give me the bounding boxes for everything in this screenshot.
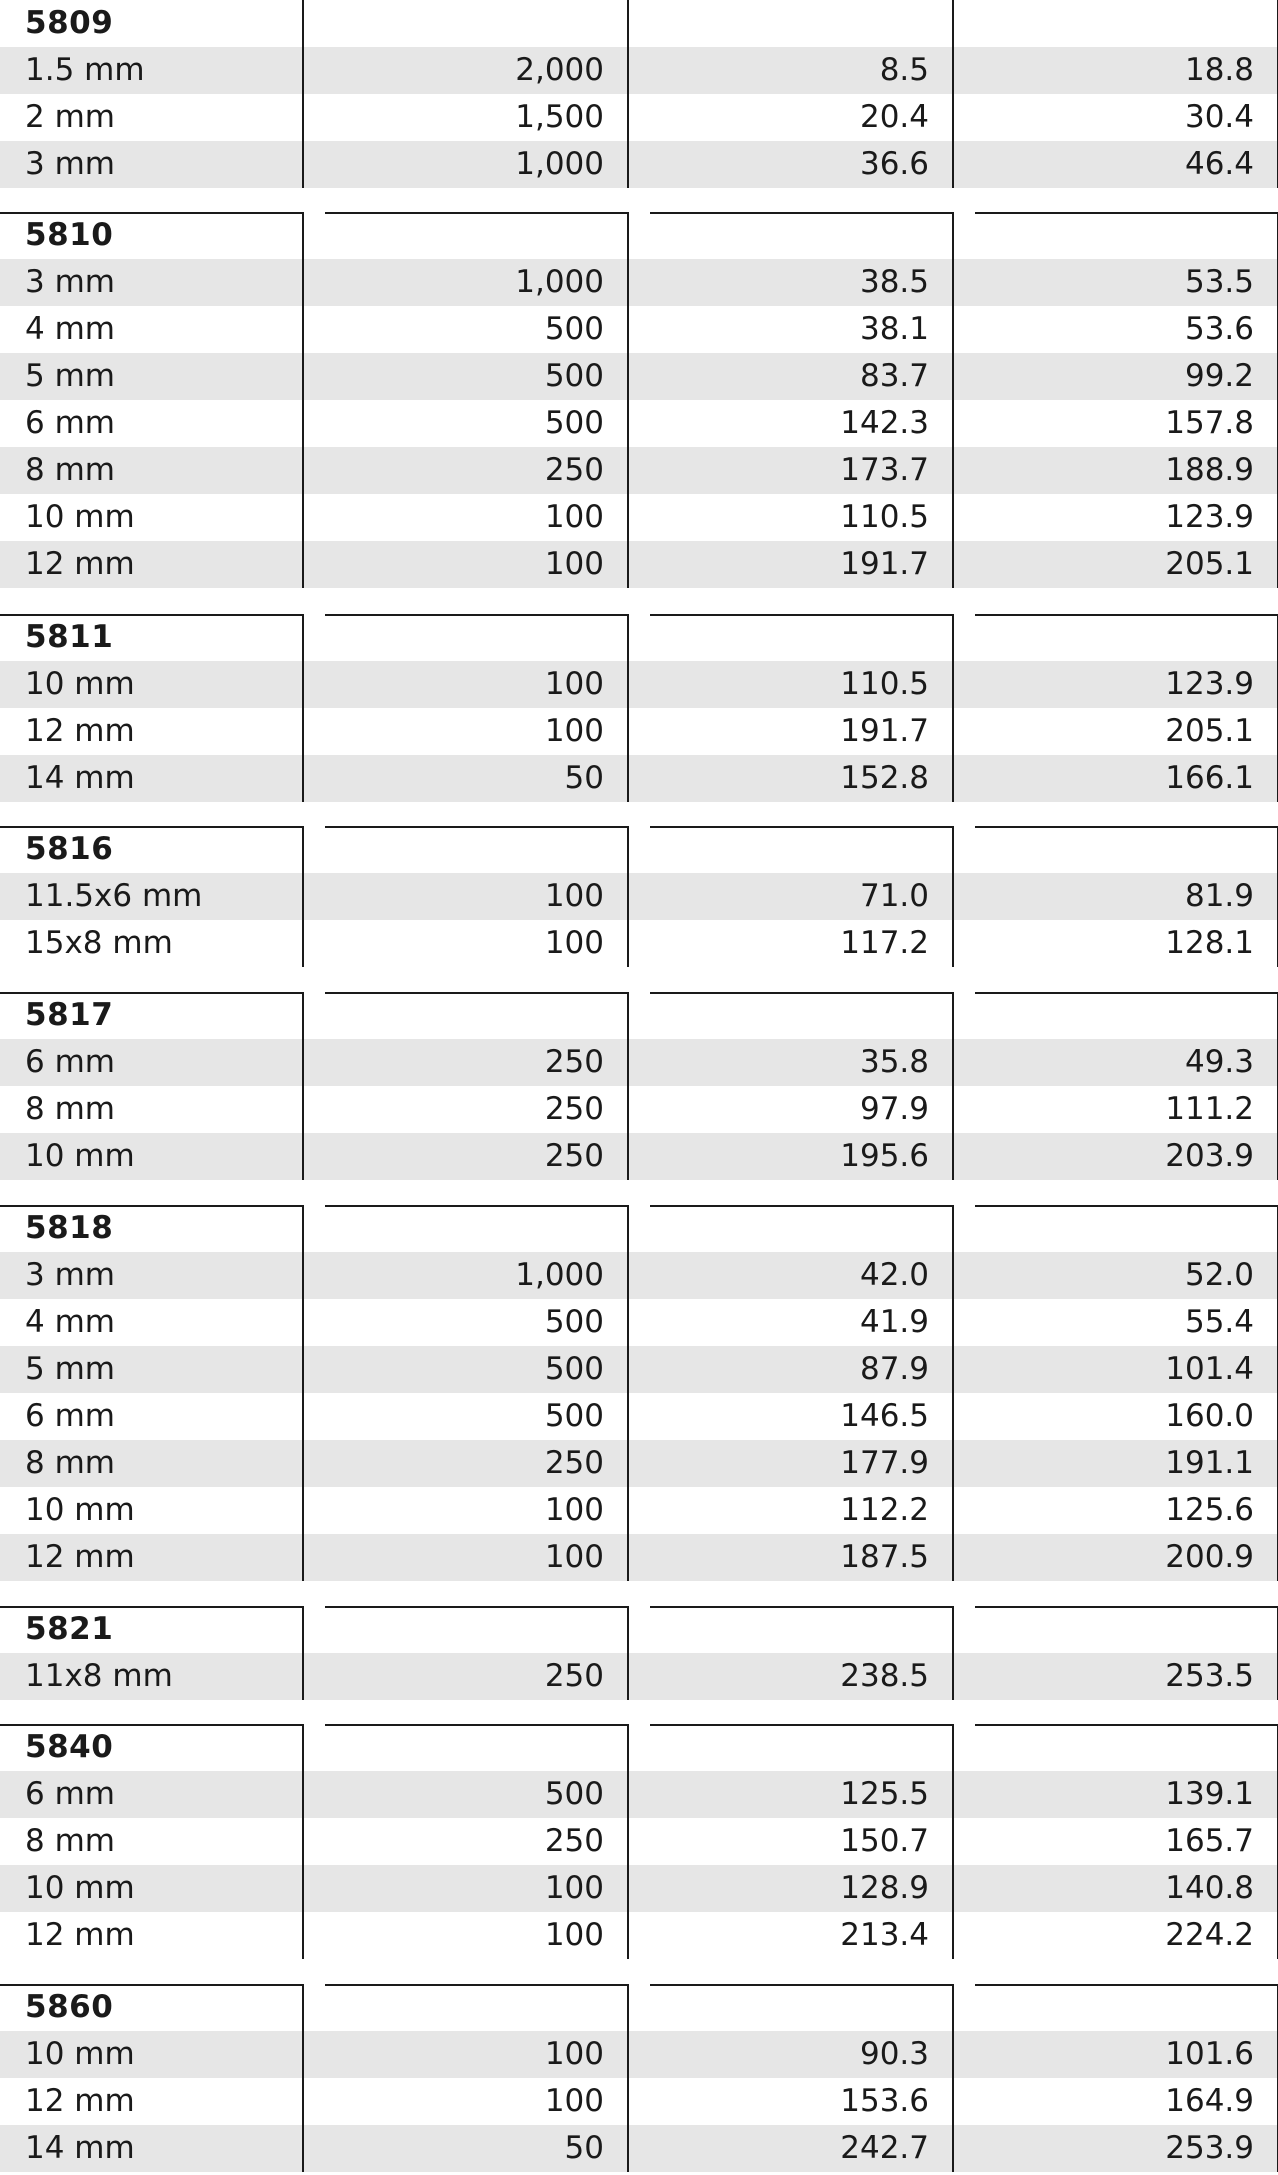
quantity-cell: 1,000 bbox=[515, 146, 604, 182]
value-cell: 35.8 bbox=[859, 1044, 929, 1080]
value-cell: 110.5 bbox=[840, 666, 929, 702]
column-rule bbox=[302, 614, 304, 802]
column-rule bbox=[302, 1606, 304, 1700]
table-row bbox=[0, 1393, 1278, 1440]
table-row bbox=[0, 353, 1278, 400]
size-cell: 6 mm bbox=[25, 405, 115, 441]
group-code: 5818 bbox=[25, 1210, 114, 1246]
group-top-rule bbox=[325, 1606, 629, 1608]
value-cell: 152.8 bbox=[840, 760, 929, 796]
value-cell: 191.7 bbox=[840, 546, 929, 582]
quantity-cell: 250 bbox=[544, 1138, 604, 1174]
table-row bbox=[0, 1912, 1278, 1959]
value-cell: 38.1 bbox=[859, 311, 929, 347]
value-cell: 173.7 bbox=[840, 452, 929, 488]
column-rule bbox=[302, 212, 304, 588]
table-row bbox=[0, 708, 1278, 755]
quantity-cell: 500 bbox=[544, 1776, 604, 1812]
group-top-rule bbox=[975, 826, 1278, 828]
total-cell: 18.8 bbox=[1184, 52, 1254, 88]
value-cell: 187.5 bbox=[840, 1539, 929, 1575]
value-cell: 87.9 bbox=[859, 1351, 929, 1387]
quantity-cell: 500 bbox=[544, 1398, 604, 1434]
quantity-cell: 100 bbox=[544, 925, 604, 961]
group-top-rule bbox=[0, 1606, 304, 1608]
group-top-rule bbox=[0, 826, 304, 828]
table-row bbox=[0, 494, 1278, 541]
group-top-rule bbox=[325, 992, 629, 994]
value-cell: 146.5 bbox=[840, 1398, 929, 1434]
size-cell: 11.5x6 mm bbox=[25, 878, 203, 914]
total-cell: 55.4 bbox=[1184, 1304, 1254, 1340]
total-cell: 30.4 bbox=[1184, 99, 1254, 135]
table-row bbox=[0, 2078, 1278, 2125]
column-rule bbox=[627, 1724, 629, 1959]
value-cell: 191.7 bbox=[840, 713, 929, 749]
group-code: 5840 bbox=[25, 1729, 114, 1765]
table-row bbox=[0, 1346, 1278, 1393]
size-cell: 12 mm bbox=[25, 1539, 135, 1575]
size-cell: 1.5 mm bbox=[25, 52, 145, 88]
group-top-rule bbox=[650, 1606, 954, 1608]
group-top-rule bbox=[975, 614, 1278, 616]
total-cell: 205.1 bbox=[1165, 713, 1254, 749]
table-row bbox=[0, 1653, 1278, 1700]
quantity-cell: 1,500 bbox=[515, 99, 604, 135]
size-cell: 4 mm bbox=[25, 1304, 115, 1340]
total-cell: 123.9 bbox=[1165, 666, 1254, 702]
value-cell: 112.2 bbox=[840, 1492, 929, 1528]
group-top-rule bbox=[0, 1724, 304, 1726]
value-cell: 128.9 bbox=[840, 1870, 929, 1906]
total-cell: 188.9 bbox=[1165, 452, 1254, 488]
value-cell: 238.5 bbox=[840, 1658, 929, 1694]
table-row bbox=[0, 2125, 1278, 2172]
group-top-rule bbox=[975, 1606, 1278, 1608]
column-rule bbox=[627, 614, 629, 802]
group-top-rule bbox=[650, 992, 954, 994]
size-cell: 11x8 mm bbox=[25, 1658, 173, 1694]
column-rule bbox=[302, 1984, 304, 2172]
size-cell: 8 mm bbox=[25, 452, 115, 488]
group-top-rule bbox=[975, 212, 1278, 214]
total-cell: 52.0 bbox=[1184, 1257, 1254, 1293]
size-cell: 3 mm bbox=[25, 1257, 115, 1293]
total-cell: 46.4 bbox=[1184, 146, 1254, 182]
quantity-cell: 100 bbox=[544, 1492, 604, 1528]
table-row bbox=[0, 1039, 1278, 1086]
group-top-rule bbox=[325, 614, 629, 616]
table-row bbox=[0, 1487, 1278, 1534]
total-cell: 205.1 bbox=[1165, 546, 1254, 582]
product-group bbox=[0, 212, 1278, 588]
quantity-cell: 500 bbox=[544, 358, 604, 394]
group-top-rule bbox=[975, 1205, 1278, 1207]
total-cell: 123.9 bbox=[1165, 499, 1254, 535]
total-cell: 139.1 bbox=[1165, 1776, 1254, 1812]
total-cell: 224.2 bbox=[1165, 1917, 1254, 1953]
group-code: 5821 bbox=[25, 1611, 114, 1647]
size-cell: 10 mm bbox=[25, 1492, 135, 1528]
group-top-rule bbox=[650, 1984, 954, 1986]
group-top-rule bbox=[325, 1984, 629, 1986]
size-cell: 10 mm bbox=[25, 666, 135, 702]
column-rule bbox=[302, 992, 304, 1180]
value-cell: 242.7 bbox=[840, 2130, 929, 2166]
size-cell: 6 mm bbox=[25, 1044, 115, 1080]
total-cell: 191.1 bbox=[1165, 1445, 1254, 1481]
value-cell: 38.5 bbox=[859, 264, 929, 300]
group-top-rule bbox=[0, 212, 304, 214]
table-row bbox=[0, 1534, 1278, 1581]
value-cell: 20.4 bbox=[859, 99, 929, 135]
quantity-cell: 100 bbox=[544, 1917, 604, 1953]
value-cell: 83.7 bbox=[859, 358, 929, 394]
table-row bbox=[0, 141, 1278, 188]
size-cell: 8 mm bbox=[25, 1823, 115, 1859]
group-top-rule bbox=[325, 826, 629, 828]
table-row bbox=[0, 920, 1278, 967]
quantity-cell: 500 bbox=[544, 1304, 604, 1340]
quantity-cell: 1,000 bbox=[515, 1257, 604, 1293]
total-cell: 165.7 bbox=[1165, 1823, 1254, 1859]
column-rule bbox=[302, 1205, 304, 1581]
group-top-rule bbox=[325, 1205, 629, 1207]
quantity-cell: 100 bbox=[544, 546, 604, 582]
total-cell: 203.9 bbox=[1165, 1138, 1254, 1174]
column-rule bbox=[952, 0, 954, 188]
product-group bbox=[0, 1724, 1278, 1959]
column-rule bbox=[627, 826, 629, 967]
value-cell: 71.0 bbox=[859, 878, 929, 914]
quantity-cell: 100 bbox=[544, 2083, 604, 2119]
group-code: 5810 bbox=[25, 217, 114, 253]
product-group bbox=[0, 1606, 1278, 1700]
size-cell: 14 mm bbox=[25, 2130, 135, 2166]
column-rule bbox=[952, 826, 954, 967]
quantity-cell: 100 bbox=[544, 666, 604, 702]
quantity-cell: 500 bbox=[544, 1351, 604, 1387]
size-cell: 3 mm bbox=[25, 146, 115, 182]
quantity-cell: 100 bbox=[544, 878, 604, 914]
table-row bbox=[0, 541, 1278, 588]
size-cell: 3 mm bbox=[25, 264, 115, 300]
group-code: 5816 bbox=[25, 831, 114, 867]
size-cell: 6 mm bbox=[25, 1398, 115, 1434]
size-cell: 12 mm bbox=[25, 2083, 135, 2119]
column-rule bbox=[952, 1205, 954, 1581]
size-cell: 10 mm bbox=[25, 2036, 135, 2072]
column-rule bbox=[952, 1984, 954, 2172]
column-rule bbox=[302, 1724, 304, 1959]
quantity-cell: 100 bbox=[544, 1539, 604, 1575]
column-rule bbox=[952, 614, 954, 802]
size-cell: 8 mm bbox=[25, 1091, 115, 1127]
table-row bbox=[0, 1771, 1278, 1818]
group-code: 5809 bbox=[25, 5, 114, 41]
group-top-rule bbox=[975, 992, 1278, 994]
column-rule bbox=[627, 1606, 629, 1700]
size-cell: 12 mm bbox=[25, 546, 135, 582]
quantity-cell: 100 bbox=[544, 713, 604, 749]
value-cell: 125.5 bbox=[840, 1776, 929, 1812]
group-top-rule bbox=[650, 1724, 954, 1726]
quantity-cell: 100 bbox=[544, 2036, 604, 2072]
column-rule bbox=[952, 1724, 954, 1959]
table-row bbox=[0, 400, 1278, 447]
product-group bbox=[0, 1984, 1278, 2172]
group-top-rule bbox=[0, 992, 304, 994]
quantity-cell: 250 bbox=[544, 1091, 604, 1127]
value-cell: 8.5 bbox=[879, 52, 929, 88]
column-rule bbox=[952, 212, 954, 588]
size-cell: 2 mm bbox=[25, 99, 115, 135]
value-cell: 41.9 bbox=[859, 1304, 929, 1340]
table-row bbox=[0, 661, 1278, 708]
total-cell: 81.9 bbox=[1184, 878, 1254, 914]
value-cell: 110.5 bbox=[840, 499, 929, 535]
quantity-cell: 100 bbox=[544, 499, 604, 535]
table-row bbox=[0, 47, 1278, 94]
size-cell: 10 mm bbox=[25, 1870, 135, 1906]
total-cell: 49.3 bbox=[1184, 1044, 1254, 1080]
table-row bbox=[0, 1299, 1278, 1346]
value-cell: 42.0 bbox=[859, 1257, 929, 1293]
column-rule bbox=[627, 212, 629, 588]
quantity-cell: 250 bbox=[544, 1658, 604, 1694]
product-group bbox=[0, 0, 1278, 188]
quantity-cell: 50 bbox=[564, 760, 604, 796]
quantity-cell: 250 bbox=[544, 1044, 604, 1080]
size-cell: 4 mm bbox=[25, 311, 115, 347]
size-cell: 10 mm bbox=[25, 1138, 135, 1174]
value-cell: 90.3 bbox=[859, 2036, 929, 2072]
size-cell: 6 mm bbox=[25, 1776, 115, 1812]
total-cell: 53.6 bbox=[1184, 311, 1254, 347]
table-row bbox=[0, 259, 1278, 306]
table-row bbox=[0, 447, 1278, 494]
total-cell: 166.1 bbox=[1165, 760, 1254, 796]
product-group bbox=[0, 1205, 1278, 1581]
column-rule bbox=[302, 826, 304, 967]
group-top-rule bbox=[975, 1984, 1278, 1986]
group-top-rule bbox=[650, 614, 954, 616]
table-row bbox=[0, 1086, 1278, 1133]
column-rule bbox=[627, 1205, 629, 1581]
group-top-rule bbox=[0, 1205, 304, 1207]
value-cell: 177.9 bbox=[840, 1445, 929, 1481]
table-row bbox=[0, 94, 1278, 141]
total-cell: 253.5 bbox=[1165, 1658, 1254, 1694]
total-cell: 200.9 bbox=[1165, 1539, 1254, 1575]
size-cell: 8 mm bbox=[25, 1445, 115, 1481]
value-cell: 153.6 bbox=[840, 2083, 929, 2119]
total-cell: 111.2 bbox=[1165, 1091, 1254, 1127]
value-cell: 213.4 bbox=[840, 1917, 929, 1953]
group-top-rule bbox=[650, 212, 954, 214]
size-cell: 15x8 mm bbox=[25, 925, 173, 961]
total-cell: 53.5 bbox=[1184, 264, 1254, 300]
quantity-cell: 250 bbox=[544, 1445, 604, 1481]
value-cell: 195.6 bbox=[840, 1138, 929, 1174]
value-cell: 97.9 bbox=[859, 1091, 929, 1127]
column-rule bbox=[627, 1984, 629, 2172]
quantity-cell: 100 bbox=[544, 1870, 604, 1906]
total-cell: 128.1 bbox=[1165, 925, 1254, 961]
column-rule bbox=[952, 1606, 954, 1700]
group-code: 5817 bbox=[25, 997, 114, 1033]
quantity-cell: 250 bbox=[544, 1823, 604, 1859]
group-top-rule bbox=[0, 614, 304, 616]
product-group bbox=[0, 614, 1278, 802]
total-cell: 125.6 bbox=[1165, 1492, 1254, 1528]
quantity-cell: 250 bbox=[544, 452, 604, 488]
quantity-cell: 50 bbox=[564, 2130, 604, 2166]
group-top-rule bbox=[975, 1724, 1278, 1726]
column-rule bbox=[627, 0, 629, 188]
quantity-cell: 2,000 bbox=[515, 52, 604, 88]
product-group bbox=[0, 992, 1278, 1180]
column-rule bbox=[302, 0, 304, 188]
size-cell: 12 mm bbox=[25, 1917, 135, 1953]
value-cell: 36.6 bbox=[859, 146, 929, 182]
group-top-rule bbox=[325, 1724, 629, 1726]
total-cell: 253.9 bbox=[1165, 2130, 1254, 2166]
table-row bbox=[0, 1865, 1278, 1912]
size-cell: 10 mm bbox=[25, 499, 135, 535]
table-row bbox=[0, 1440, 1278, 1487]
table-row bbox=[0, 1818, 1278, 1865]
group-top-rule bbox=[325, 212, 629, 214]
table-row bbox=[0, 2031, 1278, 2078]
table-row bbox=[0, 1133, 1278, 1180]
total-cell: 101.6 bbox=[1165, 2036, 1254, 2072]
table-row bbox=[0, 755, 1278, 802]
group-top-rule bbox=[650, 1205, 954, 1207]
product-group bbox=[0, 826, 1278, 967]
value-cell: 150.7 bbox=[840, 1823, 929, 1859]
table-row bbox=[0, 306, 1278, 353]
quantity-cell: 500 bbox=[544, 311, 604, 347]
column-rule bbox=[952, 992, 954, 1180]
total-cell: 157.8 bbox=[1165, 405, 1254, 441]
value-cell: 142.3 bbox=[840, 405, 929, 441]
size-cell: 5 mm bbox=[25, 358, 115, 394]
total-cell: 101.4 bbox=[1165, 1351, 1254, 1387]
group-code: 5860 bbox=[25, 1989, 114, 2025]
size-cell: 12 mm bbox=[25, 713, 135, 749]
total-cell: 164.9 bbox=[1165, 2083, 1254, 2119]
total-cell: 99.2 bbox=[1184, 358, 1254, 394]
size-cell: 14 mm bbox=[25, 760, 135, 796]
total-cell: 160.0 bbox=[1165, 1398, 1254, 1434]
table-row bbox=[0, 873, 1278, 920]
total-cell: 140.8 bbox=[1165, 1870, 1254, 1906]
group-top-rule bbox=[650, 826, 954, 828]
quantity-cell: 500 bbox=[544, 405, 604, 441]
quantity-cell: 1,000 bbox=[515, 264, 604, 300]
group-top-rule bbox=[0, 1984, 304, 1986]
value-cell: 117.2 bbox=[840, 925, 929, 961]
column-rule bbox=[627, 992, 629, 1180]
group-code: 5811 bbox=[25, 619, 114, 655]
table-row bbox=[0, 1252, 1278, 1299]
size-cell: 5 mm bbox=[25, 1351, 115, 1387]
